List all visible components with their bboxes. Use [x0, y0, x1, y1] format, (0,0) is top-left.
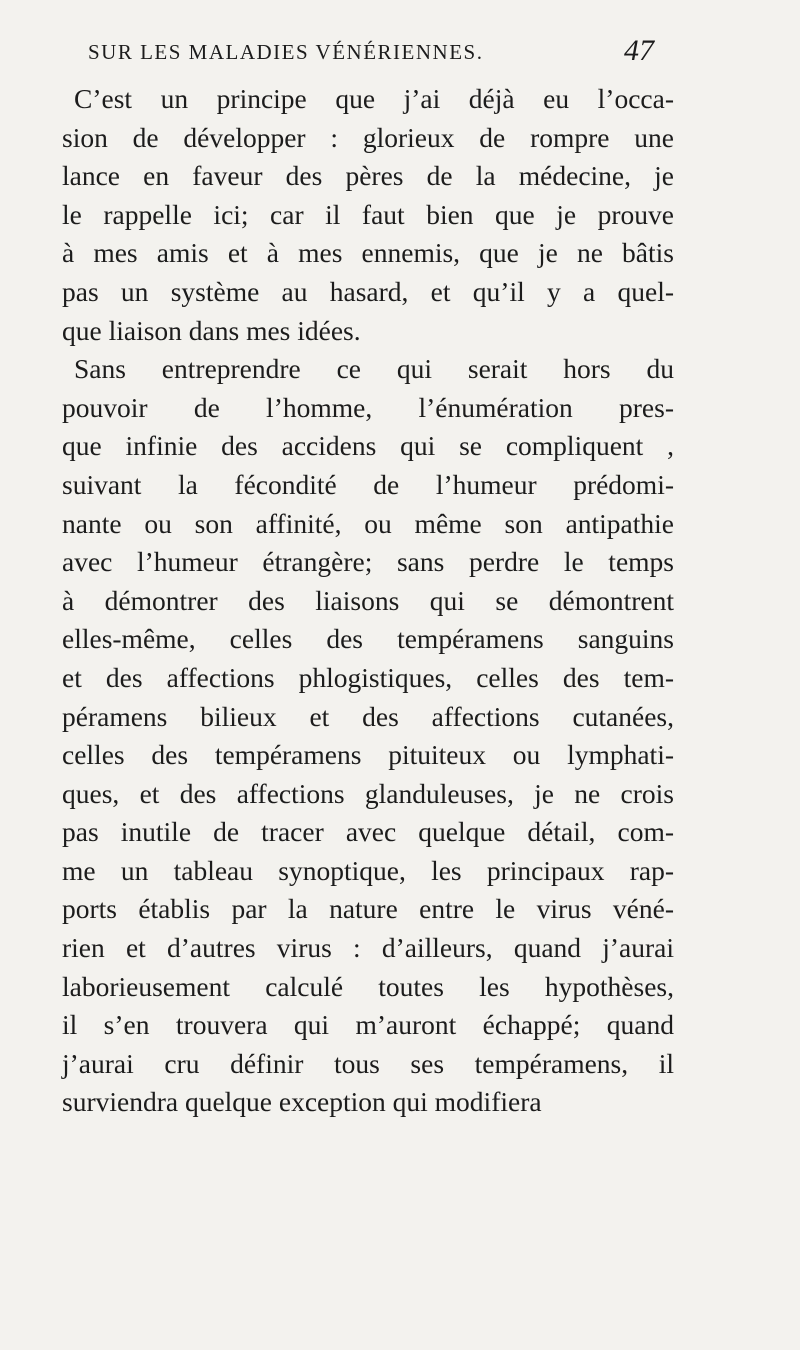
text-line: et des affections phlogistiques, celles des tem-: [62, 661, 674, 693]
page-header: [62, 30, 674, 80]
text-line: pouvoir de l’homme, l’énumération pres-: [62, 391, 674, 423]
text-line: le rappelle ici; car il faut bien que je prouve: [62, 198, 674, 230]
running-head: SUR LES MALADIES VÉNÉRIENNES.: [88, 40, 484, 64]
text-line: que infinie des accidens qui se compliquent ,: [62, 430, 674, 462]
text-line: à mes amis et à mes ennemis, que je ne bâtis: [62, 237, 674, 269]
text-line: laborieusement calculé toutes les hypothèses,: [62, 970, 674, 1002]
text-line: ports établis par la nature entre le virus véné-: [62, 893, 674, 925]
text-line: Sans entreprendre ce qui serait hors du: [74, 353, 674, 385]
text-line: il s’en trouvera qui m’auront échappé; quand: [62, 1009, 674, 1041]
text-line: lance en faveur des pères de la médecine, je: [62, 160, 674, 192]
text-block: [62, 30, 674, 1122]
text-line: nante ou son affinité, ou même son antipathie: [62, 507, 674, 539]
text-line: j’aurai cru définir tous ses tempéramens, il: [62, 1047, 674, 1079]
paragraph-1: [62, 80, 674, 350]
text-line: suivant la fécondité de l’humeur prédomi-: [62, 468, 674, 500]
text-line: péramens bilieux et des affections cutanées,: [62, 700, 674, 732]
text-line: rien et d’autres virus : d’ailleurs, quand j’aurai: [62, 932, 674, 964]
text-line: avec l’humeur étrangère; sans perdre le temps: [62, 546, 674, 578]
page-number: 47: [624, 34, 654, 67]
text-line: ques, et des affections glanduleuses, je ne crois: [62, 777, 674, 809]
text-line: pas inutile de tracer avec quelque détail, com-: [62, 816, 674, 848]
paragraph-2: [62, 350, 674, 1122]
text-line: celles des tempéramens pituiteux ou lymphati-: [62, 739, 674, 771]
text-line: me un tableau synoptique, les principaux rap-: [62, 854, 674, 886]
text-line: pas un système au hasard, et qu’il y a quel-: [62, 275, 674, 307]
text-line: surviendra quelque exception qui modifiera: [62, 1086, 542, 1118]
text-line: sion de développer : glorieux de rompre une: [62, 121, 674, 153]
text-line: que liaison dans mes idées.: [62, 314, 361, 346]
text-line: à démontrer des liaisons qui se démontrent: [62, 584, 674, 616]
text-line: elles-même, celles des tempéramens sanguins: [62, 623, 674, 655]
text-line: C’est un principe que j’ai déjà eu l’occa-: [74, 83, 674, 114]
